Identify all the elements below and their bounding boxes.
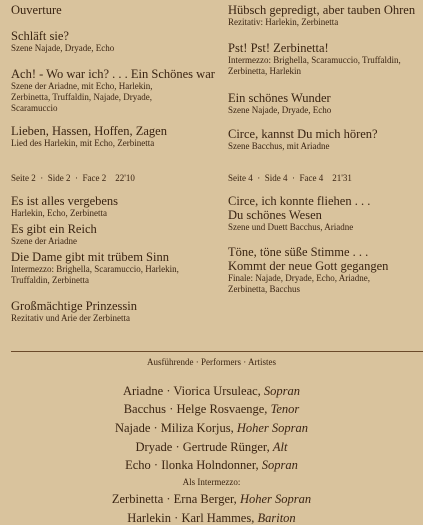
cast-voice: Sopran <box>261 458 298 472</box>
track-title: Kommt der neue Gott gegangen <box>228 259 389 273</box>
track-detail: Rezitativ und Arie der Zerbinetta <box>11 313 130 323</box>
track-detail: Rezitativ: Harlekin, Zerbinetta <box>228 17 339 27</box>
cast-role: Ariadne <box>122 384 164 398</box>
track-ein-schoenes-wunder <box>228 91 331 116</box>
cast-singer: Erna Berger, <box>173 492 237 506</box>
cast-singer: Miliza Korjus, <box>160 421 234 435</box>
cast-singer: Karl Hammes, <box>181 511 255 525</box>
cast-voice: Alt <box>272 440 288 454</box>
cast-singer: Helge Rosvaenge, <box>176 402 268 416</box>
cast-row: Ariadne · Viorica Ursuleac, Sopran <box>122 384 301 398</box>
track-title: Töne, töne süße Stimme . . . <box>228 245 369 259</box>
track-detail: Szene der Ariadne <box>11 236 77 246</box>
track-title: Circe, ich konnte fliehen . . . <box>228 194 371 208</box>
track-circe-kannst-du <box>228 127 378 152</box>
track-detail: Zerbinetta, Truffaldin, Najade, Dryade, <box>11 92 153 102</box>
track-title: Es ist alles vergebens <box>11 194 119 208</box>
cast-singer: Ilonka Holndonner, <box>161 458 259 472</box>
cast-voice: Bariton <box>257 511 296 525</box>
cast-role: Bacchus <box>123 402 167 416</box>
section-divider <box>11 351 423 352</box>
cast-role: Harlekin <box>127 511 172 525</box>
cast-voice: Sopran <box>263 384 301 398</box>
track-grossmaechtige-prinzessin <box>11 299 137 324</box>
track-title: Hübsch gepredigt, aber tauben Ohren <box>228 3 416 17</box>
track-die-dame <box>11 250 179 286</box>
track-detail: Szene Najade, Dryade, Echo <box>11 43 115 53</box>
track-title: Ach! - Wo war ich? . . . Ein Schönes war <box>11 67 215 81</box>
cast-role: Zerbinetta <box>111 492 164 506</box>
track-detail: Zerbinetta, Harlekin <box>228 66 301 76</box>
track-title: Schläft sie? <box>11 29 69 43</box>
track-ach-wo-war-ich <box>11 67 215 114</box>
cast-row: Zerbinetta · Erna Berger, Hoher Sopran <box>111 492 312 506</box>
track-lieben-hassen <box>11 124 167 149</box>
track-title: Circe, kannst Du mich hören? <box>228 127 378 141</box>
cast-row: Harlekin · Karl Hammes, Bariton <box>127 511 296 525</box>
track-overture <box>11 3 62 17</box>
track-detail: Scaramuccio <box>11 103 58 113</box>
performers-heading: Ausführende · Performers · Artistes <box>147 357 276 367</box>
cast-singer: Viorica Ursuleac, <box>173 384 261 398</box>
cast-role: Dryade <box>135 440 173 454</box>
track-title: Pst! Pst! Zerbinetta! <box>228 41 329 55</box>
cast-row: Bacchus · Helge Rosvaenge, Tenor <box>123 402 300 416</box>
track-circe-ich-konnte <box>228 194 370 233</box>
track-title: Ouverture <box>11 3 62 17</box>
cast-voice: Hoher Sopran <box>236 421 309 435</box>
cast-voice: Hoher Sopran <box>239 492 312 506</box>
track-pst-pst-zerbinetta <box>228 41 401 77</box>
cast-row: Dryade · Gertrude Rünger, Alt <box>135 440 288 454</box>
track-detail: Intermezzo: Brighella, Scaramuccio, Truffaldin, <box>228 55 401 65</box>
track-detail: Zerbinetta, Bacchus <box>228 284 300 294</box>
track-detail: Szene der Ariadne, mit Echo, Harlekin, <box>11 81 153 91</box>
track-detail: Intermezzo: Brighella, Scaramuccio, Harlekin, <box>11 264 179 274</box>
track-detail: Szene Bacchus, mit Ariadne <box>228 141 330 151</box>
track-detail: Finale: Najade, Dryade, Echo, Ariadne, <box>228 273 370 283</box>
cast-voice: Tenor <box>270 402 300 416</box>
track-detail: Truffaldin, Zerbinetta <box>11 275 89 285</box>
track-title: Lieben, Hassen, Hoffen, Zagen <box>11 124 167 138</box>
track-title: Ein schönes Wunder <box>228 91 331 105</box>
track-huebsch-gepredigt <box>228 3 415 28</box>
track-es-ist-alles-vergebens <box>11 194 118 219</box>
track-detail: Lied des Harlekin, mit Echo, Zerbinetta <box>11 138 155 148</box>
track-detail: Szene Najade, Dryade, Echo <box>228 105 332 115</box>
track-detail: Harlekin, Echo, Zerbinetta <box>11 208 107 218</box>
intermezzo-heading: Als Intermezzo: <box>182 477 241 487</box>
side-label: Seite 4 · Side 4 · Face 4 21'31 <box>228 173 352 183</box>
track-title: Es gibt ein Reich <box>11 222 97 236</box>
cast-row: Echo · Ilonka Holndonner, Sopran <box>125 458 298 472</box>
track-title: Du schönes Wesen <box>228 208 322 222</box>
track-title: Die Dame gibt mit trübem Sinn <box>11 250 169 264</box>
cast-role: Najade <box>114 421 151 435</box>
track-title: Großmächtige Prinzessin <box>11 299 138 313</box>
cast-role: Echo <box>125 458 151 472</box>
cast-row: Najade · Miliza Korjus, Hoher Sopran <box>114 421 309 435</box>
track-toene-toene <box>228 245 388 295</box>
track-detail: Szene und Duett Bacchus, Ariadne <box>228 222 354 232</box>
track-schlaeft-sie <box>11 29 114 54</box>
track-es-gibt-ein-reich <box>11 222 97 247</box>
side-label: Seite 2 · Side 2 · Face 2 22'10 <box>11 173 135 183</box>
cast-singer: Gertrude Rünger, <box>182 440 270 454</box>
